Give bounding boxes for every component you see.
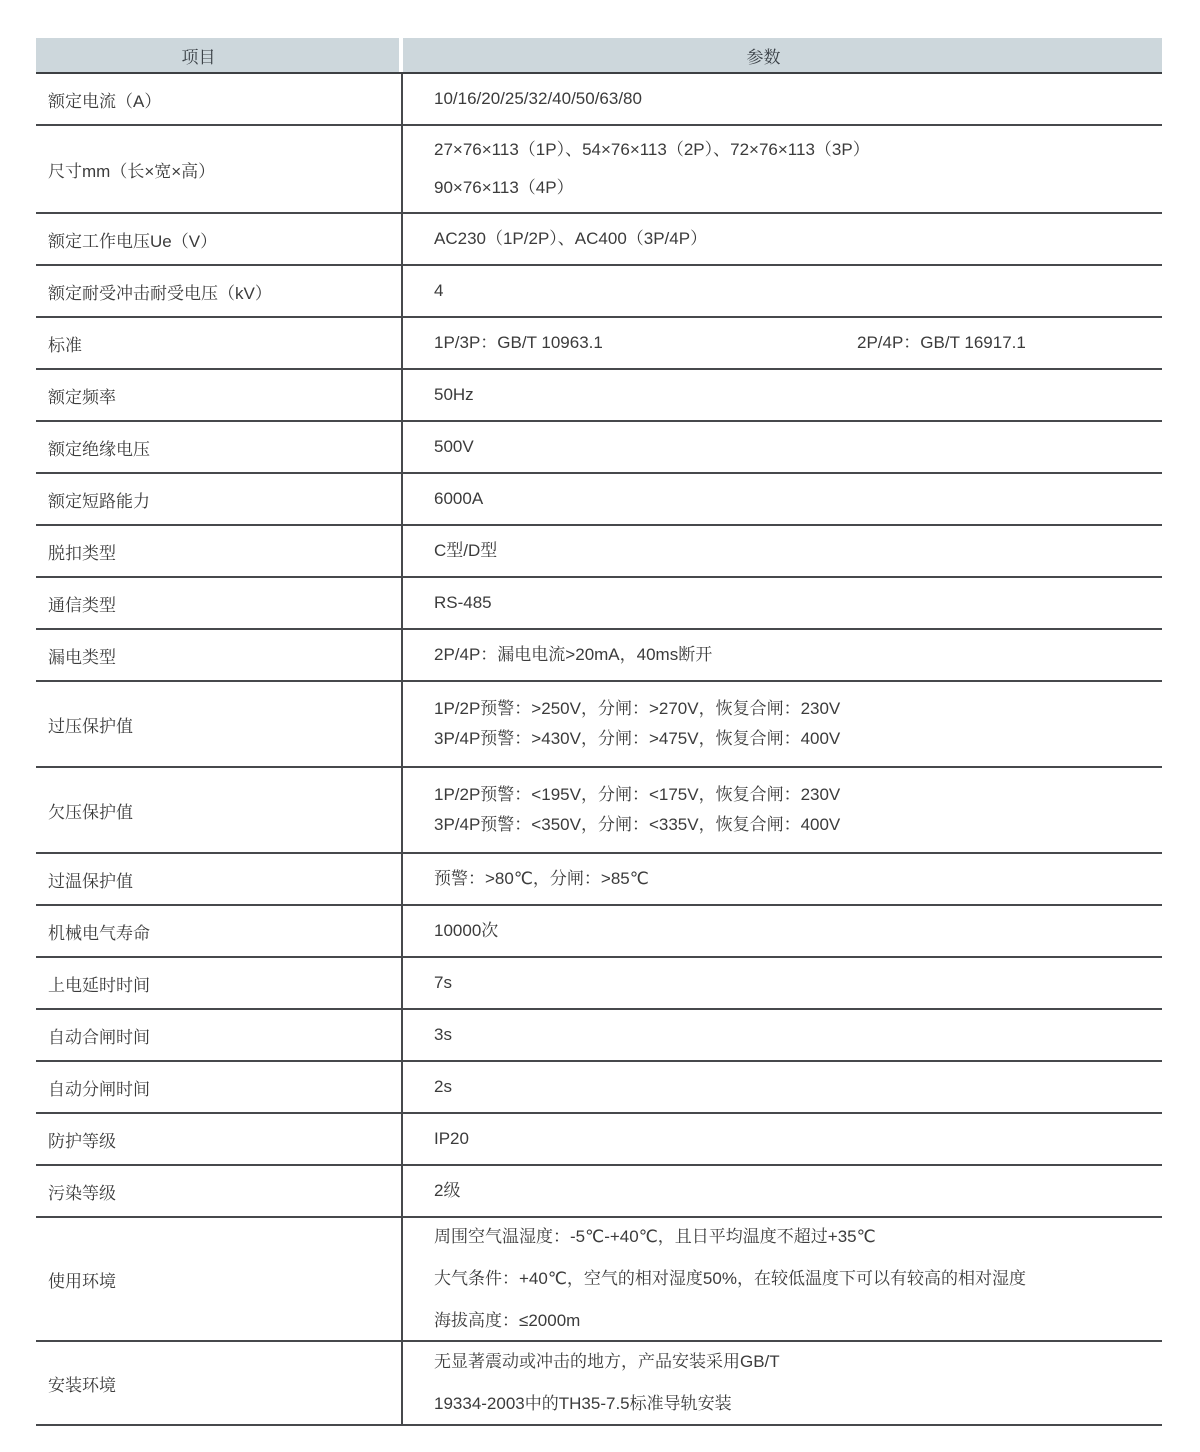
row-overtemperature-protection — [36, 854, 1162, 906]
param-value: 3P/4P预警：>430V，分闸：>475V，恢复合闸：400V — [434, 729, 841, 748]
row-auto-open-time — [36, 1062, 1162, 1114]
row-protection-rating — [36, 1114, 1162, 1166]
param-value: 无显著震动或冲击的地方，产品安装采用GB/T — [434, 1351, 780, 1371]
param-value: IP20 — [434, 1128, 469, 1148]
item-label: 过压保护值 — [48, 716, 133, 736]
item-label: 脱扣类型 — [48, 543, 116, 563]
header-cell-item: 项目 — [36, 38, 399, 72]
item-label: 欠压保护值 — [48, 802, 133, 822]
param-value: 10/16/20/25/32/40/50/63/80 — [434, 88, 642, 108]
spec-table — [36, 38, 1162, 1426]
param-value: 周围空气温湿度：-5℃-+40℃，且日平均温度不超过+35℃ — [434, 1226, 876, 1246]
param-value: 19334-2003中的TH35-7.5标准导轨安装 — [434, 1394, 732, 1413]
row-installation-environment — [36, 1342, 1162, 1426]
param-value: 预警：>80℃，分闸：>85℃ — [434, 868, 649, 888]
item-label: 自动合闸时间 — [48, 1027, 150, 1047]
row-rated-insulation-voltage — [36, 422, 1162, 474]
param-value: 4 — [434, 280, 444, 300]
item-label: 上电延时时间 — [48, 975, 150, 995]
item-label: 通信类型 — [48, 595, 116, 615]
param-value: 10000次 — [434, 920, 499, 940]
row-rated-current — [36, 74, 1162, 126]
row-rated-working-voltage — [36, 214, 1162, 266]
param-value: 2s — [434, 1076, 452, 1096]
item-label: 额定电流（A） — [48, 91, 162, 111]
row-mechanical-electrical-life — [36, 906, 1162, 958]
row-standard — [36, 318, 1162, 370]
item-label: 额定耐受冲击耐受电压（kV） — [48, 283, 272, 303]
row-communication-type — [36, 578, 1162, 630]
table-header-row — [36, 38, 1162, 74]
param-value: 3s — [434, 1024, 452, 1044]
item-label: 过温保护值 — [48, 871, 133, 891]
param-value: 1P/2P预警：<195V，分闸：<175V，恢复合闸：230V — [434, 784, 841, 804]
item-label: 机械电气寿命 — [48, 923, 150, 943]
item-label: 额定绝缘电压 — [48, 439, 150, 459]
param-value-standard-1p3p: 1P/3P：GB/T 10963.1 — [434, 332, 603, 352]
param-value: C型/D型 — [434, 540, 498, 560]
item-label: 漏电类型 — [48, 647, 116, 667]
param-value: 27×76×113（1P）、54×76×113（2P）、72×76×113（3P） — [434, 139, 870, 159]
row-pollution-degree — [36, 1166, 1162, 1218]
row-overvoltage-protection — [36, 682, 1162, 768]
row-power-on-delay-time — [36, 958, 1162, 1010]
param-value: 2级 — [434, 1180, 461, 1200]
header-cell-param: 参数 — [403, 38, 1162, 72]
param-value: 3P/4P预警：<350V，分闸：<335V，恢复合闸：400V — [434, 815, 841, 834]
row-auto-close-time — [36, 1010, 1162, 1062]
item-label: 额定工作电压Ue（V） — [48, 231, 218, 251]
param-value: 海拔高度：≤2000m — [434, 1311, 581, 1331]
param-value: 大气条件：+40℃，空气的相对湿度50%，在较低温度下可以有较高的相对湿度 — [434, 1268, 1026, 1288]
item-label: 使用环境 — [48, 1271, 116, 1291]
item-label: 污染等级 — [48, 1183, 116, 1203]
param-value: 6000A — [434, 488, 484, 508]
item-label: 尺寸mm（长×宽×高） — [48, 161, 216, 181]
item-label: 防护等级 — [48, 1131, 116, 1151]
row-operating-environment — [36, 1218, 1162, 1342]
item-label: 额定短路能力 — [48, 491, 150, 511]
item-label: 标准 — [48, 335, 82, 355]
row-undervoltage-protection — [36, 768, 1162, 854]
param-value: 1P/2P预警：>250V，分闸：>270V，恢复合闸：230V — [434, 698, 841, 718]
param-value: 500V — [434, 436, 474, 456]
param-value: 7s — [434, 972, 452, 992]
row-rated-impulse-withstand-voltage — [36, 266, 1162, 318]
param-value: RS-485 — [434, 592, 492, 612]
item-label: 额定频率 — [48, 387, 116, 407]
item-label: 安装环境 — [48, 1375, 116, 1395]
row-rated-short-circuit-capacity — [36, 474, 1162, 526]
row-trip-type — [36, 526, 1162, 578]
param-value: 2P/4P：漏电电流>20mA，40ms断开 — [434, 644, 713, 664]
item-label: 自动分闸时间 — [48, 1079, 150, 1099]
row-leakage-type — [36, 630, 1162, 682]
row-rated-frequency — [36, 370, 1162, 422]
param-value: AC230（1P/2P）、AC400（3P/4P） — [434, 228, 708, 248]
param-value-standard-2p4p: 2P/4P：GB/T 16917.1 — [857, 332, 1026, 352]
param-value: 90×76×113（4P） — [434, 178, 574, 197]
param-value: 50Hz — [434, 384, 474, 404]
row-dimensions — [36, 126, 1162, 214]
